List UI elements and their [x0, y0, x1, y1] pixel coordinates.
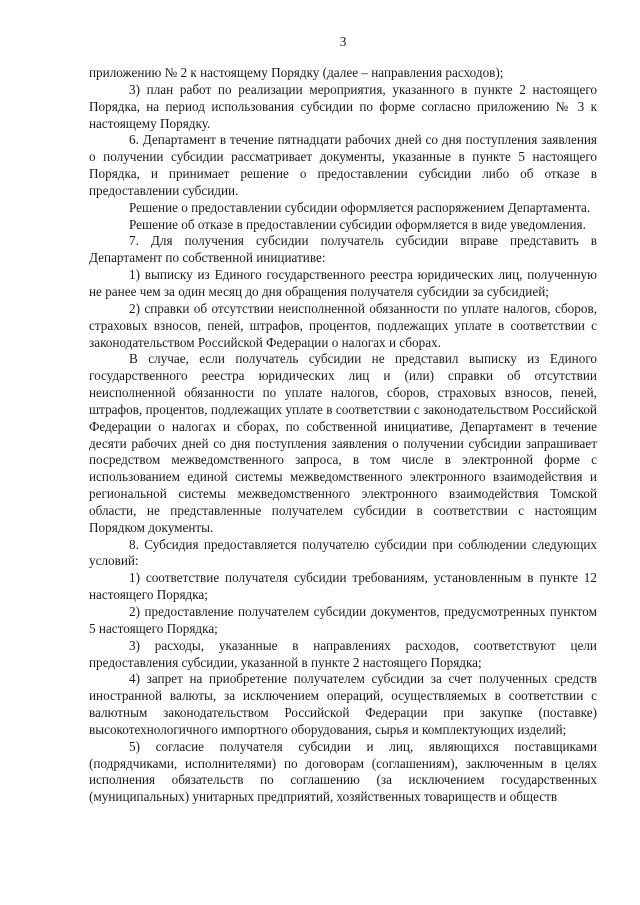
page-number: 3 — [339, 34, 347, 49]
paragraph: 7. Для получения субсидии получатель субсидии вправе представить в Департамент по собственной инициативе: — [89, 233, 597, 266]
paragraph: В случае, если получатель субсидии не представил выписку из Единого государственного реестра юридических лиц и (или) справки об отсутствии неисполненной обязанности по уплате налогов, сборов, страховых взносов, пеней, штрафов, процентов, подлежащих уплате в соответствии с законодательством Российской Федерации о налогах и сборах, по собственной инициативе, Департамент в течение десяти рабочих дней со дня поступления заявления о получении субсидии запрашивает посредством межведомственного запроса, в том числе в электронной форме с использованием единой системы межведомственного электронного взаимодействия и региональной системы межведомственного электронного взаимодействия Томской области, не представленные получателем субсидии в соответствии с настоящим Порядком документы. — [89, 351, 597, 535]
paragraph: Решение об отказе в предоставлении субсидии оформляется в виде уведомления. — [129, 216, 586, 232]
paragraph: 4) запрет на приобретение получателем субсидии за счет полученных средств иностранной валюты, за исключением операций, осуществляемых в соответствии с валютным законодательством Российской Федерации при закупке (поставке) высокотехнологичного импортного оборудования, сырья и комплектующих изделий; — [89, 671, 597, 737]
paragraph: 5) согласие получателя субсидии и лиц, являющихся поставщиками (подрядчиками, исполнителями) по договорам (соглашениям), заключенным в целях исполнения обязательств по соглашению (за исключением государственных (муниципальных) унитарных предприятий, хозяйственных товариществ и обществ — [89, 738, 597, 805]
paragraph: 1) выписку из Единого государственного реестра юридических лиц, полученную не ранее чем за один месяц до дня обращения получателя субсидии за субсидией; — [89, 267, 597, 299]
paragraph: Решение о предоставлении субсидии оформляется распоряжением Департамента. — [129, 199, 591, 215]
paragraph: 1) соответствие получателя субсидии требованиям, установленным в пункте 12 настоящего Порядка; — [89, 570, 597, 603]
document-body — [89, 65, 597, 806]
paragraph: приложению № 2 к настоящему Порядку (далее – направления расходов); — [89, 65, 504, 80]
paragraph: 3) расходы, указанные в направлениях расходов, соответствуют цели предоставления субсидии, указанной в пункте 2 настоящего Порядка; — [89, 637, 597, 670]
paragraph: 2) справки об отсутствии неисполненной обязанности по уплате налогов, сборов, страховых взносов, пеней, штрафов, процентов, подлежащих уплате в соответствии с законодательством Российской Федерации о налогах и сборах. — [89, 300, 597, 350]
paragraph: 3) план работ по реализации мероприятия, указанного в пункте 2 настоящего Порядка, на период использования субсидии по форме согласно приложению № 3 к настоящему Порядку. — [89, 81, 597, 131]
paragraph: 2) предоставление получателем субсидии документов, предусмотренных пунктом 5 настоящего Порядка; — [89, 604, 597, 636]
paragraph: 6. Департамент в течение пятнадцати рабочих дней со дня поступления заявления о получении субсидии рассматривает документы, указанные в пункте 5 настоящего Порядка, и принимает решение о предоставлении субсидии либо об отказе в предоставлении субсидии. — [89, 132, 597, 198]
paragraph: 8. Субсидия предоставляется получателю субсидии при соблюдении следующих условий: — [89, 536, 597, 569]
